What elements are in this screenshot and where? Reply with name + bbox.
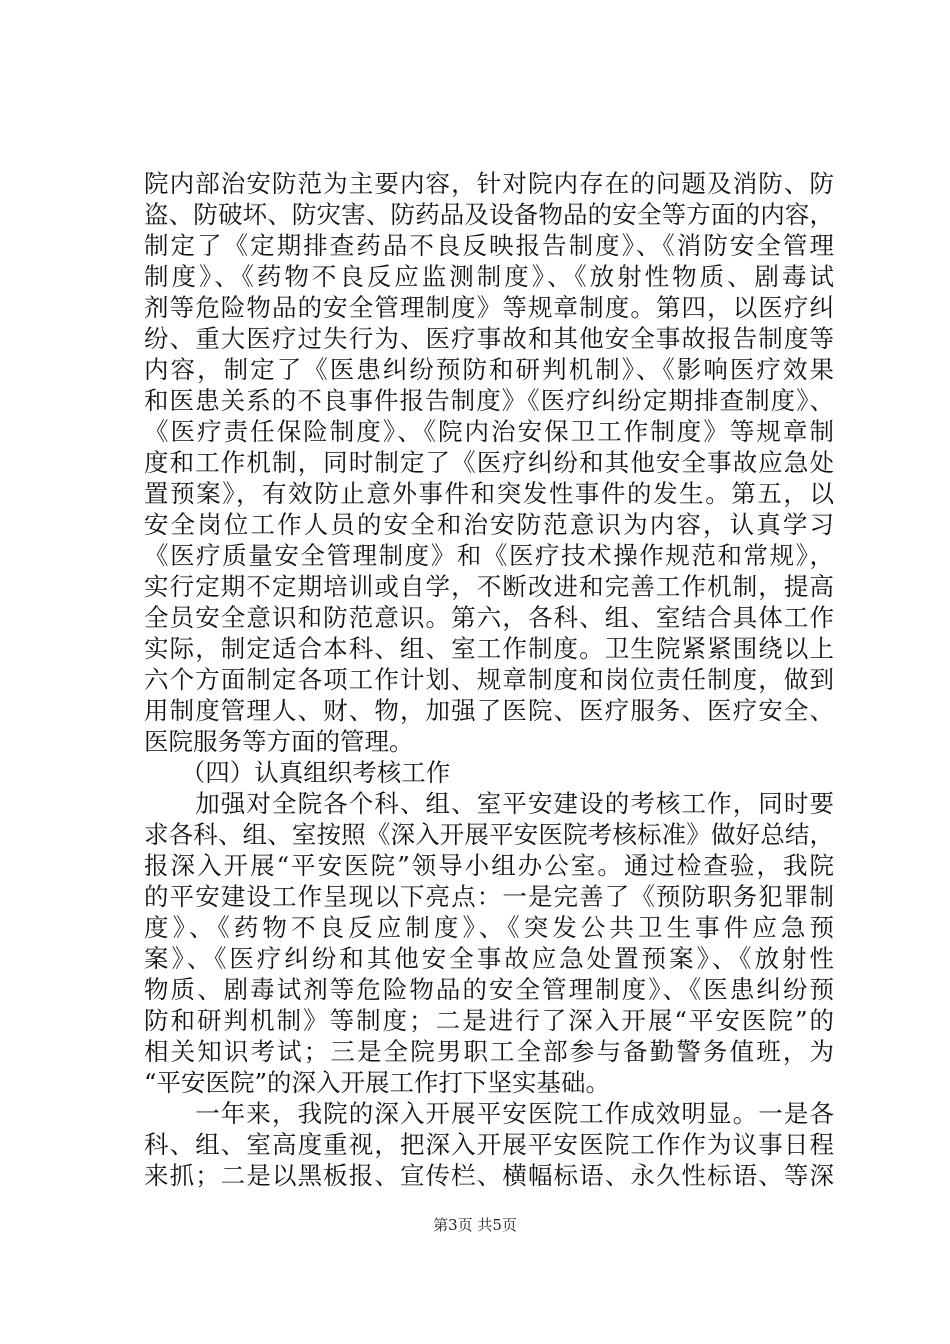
text-line: 用制度管理人、财、物，加强了医院、医疗服务、医疗安全、	[144, 696, 834, 725]
section-heading: （四）认真组织考核工作	[144, 758, 451, 787]
text-line: 度和工作机制，同时制定了《医疗纠纷和其他安全事故应急处	[144, 448, 834, 477]
paragraph-end-line: “平安医院”的深入开展工作打下坚实基础。	[144, 1068, 611, 1097]
text-line: 《医疗责任保险制度》、《院内治安保卫工作制度》等规章制	[144, 417, 834, 446]
text-line: 制定了《定期排查药品不良反映报告制度》、《消防安全管理	[144, 231, 834, 260]
text-line: 的平安建设工作呈现以下亮点：一是完善了《预防职务犯罪制	[144, 882, 834, 911]
text-line: 六个方面制定各项工作计划、规章制度和岗位责任制度，做到	[144, 665, 834, 694]
text-line: 相关知识考试；三是全院男职工全部参与备勤警务值班，为	[144, 1037, 834, 1066]
text-line: 全员安全意识和防范意识。第六，各科、组、室结合具体工作	[144, 603, 834, 632]
text-line: 院内部治安防范为主要内容，针对院内存在的问题及消防、防	[144, 169, 834, 198]
document-body	[144, 168, 834, 1191]
text-line: 求各科、组、室按照《深入开展平安医院考核标准》做好总结，	[144, 820, 834, 849]
text-line: 实际，制定适合本科、组、室工作制度。卫生院紧紧围绕以上	[144, 634, 834, 663]
text-line: 案》、《医疗纠纷和其他安全事故应急处置预案》、《放射性	[144, 944, 834, 973]
text-line: 度》、《药物不良反应制度》、《突发公共卫生事件应急预	[144, 913, 834, 942]
text-line: 《医疗质量安全管理制度》和《医疗技术操作规范和常规》，	[144, 541, 834, 570]
text-line: 纷、重大医疗过失行为、医疗事故和其他安全事故报告制度等	[144, 324, 834, 353]
text-line: 报深入开展“平安医院”领导小组办公室。通过检查验，我院	[144, 851, 834, 880]
text-line: 科、组、室高度重视，把深入开展平安医院工作作为议事日程	[144, 1130, 834, 1159]
text-line: 内容，制定了《医患纠纷预防和研判机制》、《影响医疗效果	[144, 355, 834, 384]
text-line: 置预案》，有效防止意外事件和突发性事件的发生。第五，以	[144, 479, 834, 508]
text-line: 来抓；二是以黑板报、宣传栏、横幅标语、永久性标语、等深	[144, 1161, 834, 1190]
text-line: 加强对全院各个科、组、室平安建设的考核工作，同时要	[144, 789, 834, 818]
text-line: 盗、防破坏、防灾害、防药品及设备物品的安全等方面的内容，	[144, 200, 834, 229]
text-line: 安全岗位工作人员的安全和治安防范意识为内容，认真学习	[144, 510, 834, 539]
text-line: 剂等危险物品的安全管理制度》等规章制度。第四，以医疗纠	[144, 293, 834, 322]
paragraph-end-line: 医院服务等方面的管理。	[144, 727, 414, 756]
text-line: 防和研判机制》等制度；二是进行了深入开展“平安医院”的	[144, 1006, 834, 1035]
page-footer: 第3页 共5页	[433, 1216, 517, 1234]
text-line: 物质、剧毒试剂等危险物品的安全管理制度》、《医患纠纷预	[144, 975, 834, 1004]
text-line: 制度》、《药物不良反应监测制度》、《放射性物质、剧毒试	[144, 262, 834, 291]
text-line: 一年来，我院的深入开展平安医院工作成效明显。一是各	[144, 1099, 834, 1128]
text-line: 实行定期不定期培训或自学，不断改进和完善工作机制，提高	[144, 572, 834, 601]
text-line: 和医患关系的不良事件报告制度》《医疗纠纷定期排查制度》、	[144, 386, 834, 415]
